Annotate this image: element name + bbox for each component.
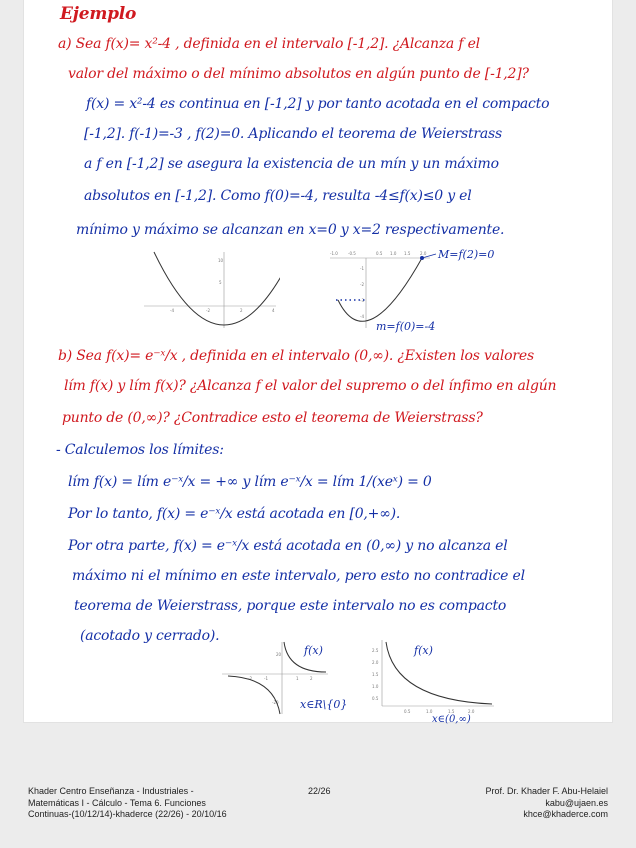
example-heading: Ejemplo [60,4,137,24]
footer-course-info [28,786,227,821]
part-b-solution-line-6: (acotado y cerrado). [80,628,220,644]
footer-email-1: kabu@ujaen.es [545,797,608,808]
part-b-solution-line-2: Por lo tanto, f(x) = e⁻ˣ/x está acotada en [0,+∞). [68,506,401,522]
part-b-line-1: b) Sea f(x)= e⁻ˣ/x , definida en el intervalo (0,∞). ¿Existen los valores [58,348,534,364]
svg-text:1.5: 1.5 [448,709,455,714]
part-a-line-2: valor del máximo o del mínimo absolutos en algún punto de [-1,2]? [68,66,529,82]
svg-text:0.5: 0.5 [404,709,411,714]
part-b-line-3: punto de (0,∞)? ¿Contradice esto el teorema de Weierstrass? [62,410,483,426]
graph-4-domain-label: x∈(0,∞) [432,714,471,724]
page-footer [0,786,636,826]
svg-text:2: 2 [240,308,243,313]
part-a-solution-line-4: absolutos en [-1,2]. Como f(0)=-4, resulta -4≤f(x)≤0 y el [84,188,472,204]
svg-text:-1: -1 [360,266,364,271]
svg-text:2: 2 [310,676,313,681]
graph-3-domain-label: x∈R\{0} [300,698,348,711]
footer-left-line-2: Matemáticas I - Cálculo - Tema 6. Funciones [28,797,206,808]
decreasing-graph [368,634,498,724]
part-b-solution-line-4: máximo ni el mínimo en este intervalo, pero esto no contradice el [72,568,525,584]
footer-author: Prof. Dr. Khader F. Abu-Helaiel [485,786,608,796]
svg-text:-3: -3 [360,298,364,303]
svg-text:-2: -2 [206,308,210,313]
svg-text:10: 10 [218,258,224,263]
part-a-solution-line-3: a f en [-1,2] se asegura la existencia de un mín y un máximo [84,156,499,172]
svg-text:1: 1 [296,676,299,681]
svg-text:-1.0: -1.0 [330,251,338,256]
max-label: M=f(2)=0 [438,248,495,261]
part-b-solution-line-1: lím f(x) = lím e⁻ˣ/x = +∞ y lím e⁻ˣ/x = lím 1/(xeˣ) = 0 [68,474,432,490]
svg-text:1.0: 1.0 [390,251,397,256]
svg-text:2.0: 2.0 [372,660,379,665]
svg-text:1.0: 1.0 [426,709,433,714]
svg-text:-20: -20 [272,700,279,705]
part-a-solution-line-5: mínimo y máximo se alcanzan en x=0 y x=2 respectivamente. [76,222,505,238]
part-a-solution-line-2: [-1,2]. f(-1)=-3 , f(2)=0. Aplicando el teorema de Weierstrass [84,126,503,142]
footer-left-line-1: Khader Centro Enseñanza - Industriales - [28,786,194,796]
parabola-graph [140,248,280,330]
svg-text:-2: -2 [360,282,364,287]
svg-text:5: 5 [219,280,222,285]
svg-text:-1: -1 [264,676,268,681]
svg-text:1.0: 1.0 [372,684,379,689]
svg-text:4: 4 [272,308,275,313]
limits-label: - Calculemos los límites: [56,442,224,458]
svg-text:2.0: 2.0 [420,251,427,256]
svg-text:-0.5: -0.5 [348,251,356,256]
page-number: 22/26 [308,786,331,796]
graph-4-fx-label: f(x) [414,644,433,657]
part-b-line-2: lím f(x) y lím f(x)? ¿Alcanza f el valor del supremo o del ínfimo en algún [64,378,557,394]
svg-text:2.5: 2.5 [372,648,379,653]
graph-3-fx-label: f(x) [304,644,323,657]
footer-left-line-3: Continuas-(10/12/14)-khaderce (22/26) - 20/10/16 [28,809,227,819]
svg-text:2.0: 2.0 [468,709,475,714]
svg-text:1.5: 1.5 [404,251,411,256]
part-a-solution-line-1: f(x) = x²-4 es continua en [-1,2] y por tanto acotada en el compacto [86,96,550,112]
svg-text:-4: -4 [170,308,174,313]
svg-text:1.5: 1.5 [372,672,379,677]
footer-email-2: khce@khaderce.com [523,809,608,819]
hyperbola-like-graph [218,638,368,718]
handwritten-notes-sheet [24,0,612,722]
part-b-solution-line-5: teorema de Weierstrass, porque este intervalo no es compacto [74,598,507,614]
svg-text:0.5: 0.5 [376,251,383,256]
svg-text:-2: -2 [248,676,252,681]
min-label: m=f(0)=-4 [376,320,436,333]
footer-author-info [485,786,608,821]
part-a-line-1: a) Sea f(x)= x²-4 , definida en el intervalo [-1,2]. ¿Alcanza f el [58,36,480,52]
svg-text:-4: -4 [360,314,364,319]
restricted-parabola-graph [310,248,540,338]
svg-text:20: 20 [276,652,282,657]
svg-text:0.5: 0.5 [372,696,379,701]
part-b-solution-line-3: Por otra parte, f(x) = e⁻ˣ/x está acotada en (0,∞) y no alcanza el [68,538,508,554]
